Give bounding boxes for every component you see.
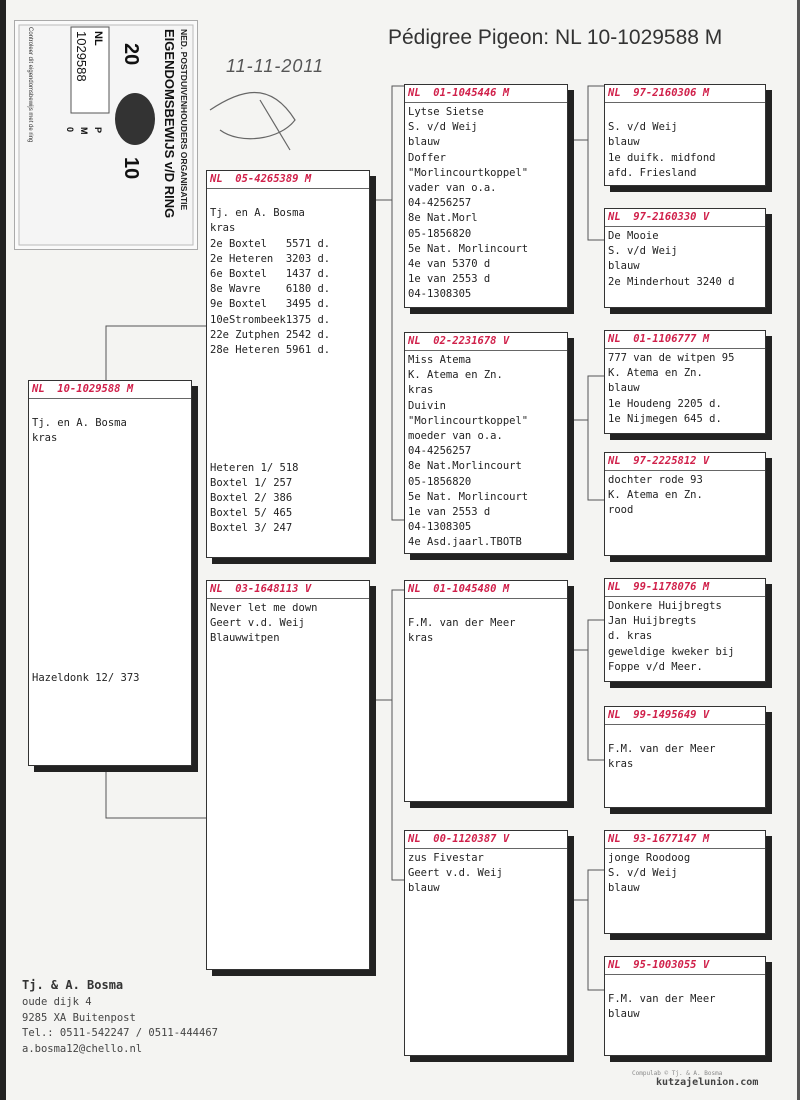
result-line: 2e Heteren 3203 d. xyxy=(210,252,331,265)
pigeon-card-ffm xyxy=(604,208,766,308)
color-line: blauw xyxy=(608,382,640,395)
sticker-country: NL xyxy=(92,31,104,46)
color-line: kras xyxy=(608,758,634,771)
info-line: 1e Nijmegen 645 d. xyxy=(608,412,722,425)
breeder-name: F.M. van der Meer xyxy=(608,743,716,756)
result-line: Boxtel 2/ 386 xyxy=(210,492,293,504)
phone-line: Tel.: 0511-542247 / 0511-444467 xyxy=(22,1027,218,1040)
sticker-side-text: Controleer dit eigendomsbewijs met de ring xyxy=(27,27,33,143)
ring-number: NL 01-1106777 M xyxy=(605,331,765,349)
address-line: oude dijk 4 xyxy=(22,996,92,1009)
pigeon-name: zus Fivestar xyxy=(408,852,484,864)
handwritten-date: 11-11-2011 xyxy=(226,56,325,76)
pigeon-name: Lytse Sietse xyxy=(408,106,484,118)
ring-number: NL 99-1178076 M xyxy=(605,579,765,597)
info-line: 04-1308305 xyxy=(408,288,472,301)
lion-emblem-icon xyxy=(115,93,155,145)
watermark: kutzajelunion.com xyxy=(656,1077,759,1088)
breeder-name: K. Atema en Zn. xyxy=(608,489,703,502)
sticker-year: 20 xyxy=(120,43,142,66)
color-line: Blauwwitpen xyxy=(210,632,280,645)
color-line: kras xyxy=(210,222,236,235)
pigeon-card-ff xyxy=(404,84,568,308)
result-line: 6e Boxtel 1437 d. xyxy=(210,267,331,280)
breeder-name: S. v/d Weij xyxy=(608,245,678,258)
info-line: 5e Nat. Morlincourt xyxy=(408,242,529,255)
pigeon-name: Donkere Huijbregts xyxy=(608,600,722,612)
color-line: rood xyxy=(608,504,634,517)
color-line: blauw xyxy=(608,882,640,895)
software-credit: Compulab © Tj. & A. Bosma xyxy=(632,1070,723,1077)
result-line: Hazeldonk 12/ 373 xyxy=(32,672,140,684)
pigeon-card-subject xyxy=(28,380,192,766)
ring-number: NL 00-1120387 V xyxy=(405,831,567,849)
ring-number: NL 95-1003055 V xyxy=(605,957,765,975)
result-line: 28e Heteren 5961 d. xyxy=(210,343,331,356)
breeder-name: Tj. en A. Bosma xyxy=(210,207,305,220)
sticker-code-p: P xyxy=(93,127,103,134)
info-line: Duivin xyxy=(408,399,446,412)
ring-number: NL 10-1029588 M xyxy=(29,381,191,399)
pigeon-card-mf xyxy=(404,580,568,802)
pigeon-name: Never let me down xyxy=(210,602,318,614)
color-line: blauw xyxy=(408,882,440,895)
color-line: blauw xyxy=(608,1008,640,1021)
info-line: moeder van o.a. xyxy=(408,429,503,442)
pigeon-card-fmf xyxy=(604,330,766,434)
info-line: geweldige kweker bij xyxy=(608,645,735,658)
info-line: 04-1308305 xyxy=(408,521,472,534)
result-line: Boxtel 3/ 247 xyxy=(210,522,293,534)
breeder-name: Jan Huijbregts xyxy=(608,615,697,628)
pigeon-card-fff xyxy=(604,84,766,186)
pigeon-card-mmf xyxy=(604,830,766,934)
info-line: 2e Minderhout 3240 d xyxy=(608,275,735,288)
info-line: "Morlincourtkoppel" xyxy=(408,414,529,427)
result-line: 8e Wavre 6180 d. xyxy=(210,283,331,296)
info-line: 05-1856820 xyxy=(408,475,472,488)
sticker-org-line2: EIGENDOMSBEWIJS v/D RING xyxy=(162,29,177,219)
color-line: blauw xyxy=(608,136,640,149)
result-line: Boxtel 1/ 257 xyxy=(210,477,293,489)
breeder-name: S. v/d Weij xyxy=(408,121,478,134)
pigeon-card-mother xyxy=(206,580,370,970)
result-line: 10eStrombeek1375 d. xyxy=(210,313,331,326)
info-line: 8e Nat.Morlincourt xyxy=(408,460,522,473)
result-line: Heteren 1/ 518 xyxy=(210,462,299,474)
email-line[interactable]: a.bosma12@chello.nl xyxy=(22,1042,143,1055)
ring-number: NL 01-1045480 M xyxy=(405,581,567,599)
info-line: 1e van 2553 d xyxy=(408,273,491,286)
info-line xyxy=(408,601,564,616)
result-line: 9e Boxtel 3495 d. xyxy=(210,298,331,311)
sticker-code-m: M xyxy=(79,127,89,135)
ring-number: NL 93-1677147 M xyxy=(605,831,765,849)
breeder-name: Geert v.d. Weij xyxy=(408,867,503,880)
info-line: "Morlincourtkoppel" xyxy=(408,166,529,179)
scan-edge-left xyxy=(0,0,6,1100)
info-line: 1e duifk. midfond xyxy=(608,151,716,164)
signature-scribble-icon xyxy=(200,70,310,160)
sticker-ring-number: 1029588 xyxy=(74,31,89,82)
breeder-name: S. v/d Weij xyxy=(608,867,678,880)
breeder-contact xyxy=(22,978,218,1057)
pigeon-card-fm xyxy=(404,332,568,554)
info-line: 1e Houdeng 2205 d. xyxy=(608,397,722,410)
pigeon-name: De Mooie xyxy=(608,230,659,242)
ring-number: NL 97-2160330 V xyxy=(605,209,765,227)
info-line xyxy=(210,191,366,206)
info-line: 04-4256257 xyxy=(408,197,472,210)
pigeon-name: 777 van de witpen 95 xyxy=(608,352,735,364)
info-line xyxy=(608,977,762,992)
info-line: 5e Nat. Morlincourt xyxy=(408,490,529,503)
breeder-name: S. v/d Weij xyxy=(608,121,678,134)
ring-number: NL 99-1495649 V xyxy=(605,707,765,725)
sticker-year-suffix: 10 xyxy=(120,157,142,180)
color-line: kras xyxy=(32,432,58,445)
ring-ownership-sticker xyxy=(14,20,198,250)
ring-number: NL 03-1648113 V xyxy=(207,581,369,599)
breeder-name: Geert v.d. Weij xyxy=(210,617,305,630)
ring-number: NL 97-2160306 M xyxy=(605,85,765,103)
sticker-code-0: 0 xyxy=(65,127,75,133)
info-line xyxy=(32,401,188,416)
breeder-name: Tj. en A. Bosma xyxy=(32,417,127,430)
pigeon-card-mff xyxy=(604,578,766,682)
pigeon-name: dochter rode 93 xyxy=(608,474,703,486)
info-line: afd. Friesland xyxy=(608,166,697,179)
pigeon-card-mm xyxy=(404,830,568,1056)
ring-number: NL 02-2231678 V xyxy=(405,333,567,351)
result-line: 22e Zutphen 2542 d. xyxy=(210,328,331,341)
pigeon-card-mfm xyxy=(604,706,766,808)
info-line: 1e van 2553 d xyxy=(408,505,491,518)
pigeon-card-fmm xyxy=(604,452,766,556)
result-line: Boxtel 5/ 465 xyxy=(210,507,293,519)
info-line: vader van o.a. xyxy=(408,181,497,194)
info-line xyxy=(608,105,762,120)
color-line: kras xyxy=(408,632,434,645)
breeder-name: K. Atema en Zn. xyxy=(608,367,703,380)
sticker-org-line1: NED. POSTDUIVENHOUDERS ORGANISATIE xyxy=(179,29,189,211)
result-line: 2e Boxtel 5571 d. xyxy=(210,237,331,250)
ring-number: NL 05-4265389 M xyxy=(207,171,369,189)
pigeon-card-father xyxy=(206,170,370,558)
info-line: 8e Nat.Morl xyxy=(408,212,478,225)
info-line: 4e van 5370 d xyxy=(408,257,491,270)
pigeon-name: jonge Roodoog xyxy=(608,852,691,864)
breeder-name: F.M. van der Meer xyxy=(408,617,516,630)
breeder-name: K. Atema en Zn. xyxy=(408,369,503,382)
sticker-graphic xyxy=(15,21,197,249)
page-title: Pédigree Pigeon: NL 10-1029588 M xyxy=(388,26,723,49)
pigeon-name: Miss Atema xyxy=(408,354,472,366)
postal-line: 9285 XA Buitenpost xyxy=(22,1011,136,1024)
color-line: d. kras xyxy=(608,630,653,643)
ring-number: NL 01-1045446 M xyxy=(405,85,567,103)
info-line: 4e Asd.jaarl.TBOTB xyxy=(408,536,522,549)
color-line: kras xyxy=(408,384,434,397)
breeder-name: F.M. van der Meer xyxy=(608,993,716,1006)
breeder-title: Tj. & A. Bosma xyxy=(22,978,124,992)
color-line: blauw xyxy=(408,136,440,149)
info-line xyxy=(608,727,762,742)
color-line: blauw xyxy=(608,260,640,273)
info-line: Doffer xyxy=(408,151,446,164)
pigeon-card-mmm xyxy=(604,956,766,1056)
ring-number: NL 97-2225812 V xyxy=(605,453,765,471)
info-line: 05-1856820 xyxy=(408,227,472,240)
info-line: Foppe v/d Meer. xyxy=(608,660,703,673)
info-line: 04-4256257 xyxy=(408,445,472,458)
